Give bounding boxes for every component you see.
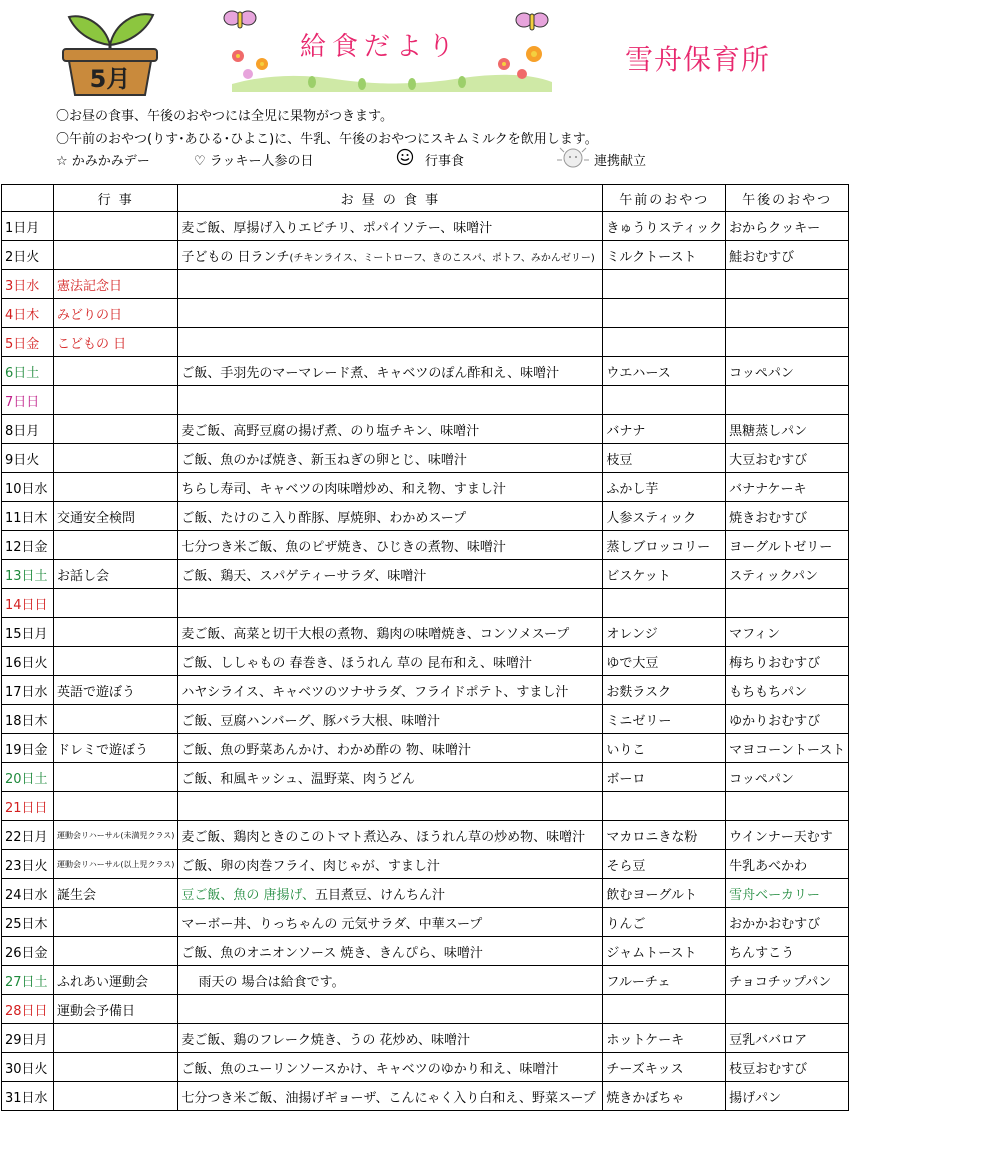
cell-date: 23日火 (2, 850, 54, 879)
cell-am-snack: ミニゼリー (603, 705, 726, 734)
cell-event (54, 531, 178, 560)
cell-pm-snack: 枝豆おむすび (726, 1053, 849, 1082)
cell-date: 9日火 (2, 444, 54, 473)
cell-event: ふれあい運動会 (54, 966, 178, 995)
cell-pm-snack: コッペパン (726, 357, 849, 386)
cell-lunch (178, 241, 603, 270)
cell-pm-snack (726, 328, 849, 357)
cell-lunch: 雨天の 場合は給食です。 (178, 966, 603, 995)
cell-pm-snack (726, 299, 849, 328)
cell-pm-snack (726, 589, 849, 618)
note-milk: 〇午前のおやつ(りす･あひる･ひよこ)に、牛乳、午後のおやつにスキムミルクを飲用します。 (56, 132, 598, 147)
table-row (2, 241, 849, 270)
butterfly-icon-right (516, 13, 548, 30)
cell-lunch (178, 995, 603, 1024)
cell-am-snack (603, 995, 726, 1024)
table-row (2, 879, 849, 908)
butterfly-icon-left (224, 11, 256, 28)
table-row (2, 299, 849, 328)
cell-am-snack: ウエハース (603, 357, 726, 386)
cell-event (54, 1024, 178, 1053)
cell-event: 運動会予備日 (54, 995, 178, 1024)
cell-am-snack: 蒸しブロッコリー (603, 531, 726, 560)
cell-lunch: 七分つき米ご飯、油揚げギョーザ、こんにゃく入り白和え、野菜スープ (178, 1082, 603, 1111)
table-row (2, 618, 849, 647)
lunch-event-text: 豆ご飯、魚の 唐揚げ、 (181, 887, 315, 903)
cell-lunch: ご飯、魚のかば焼き、新玉ねぎの卵とじ、味噌汁 (178, 444, 603, 473)
cell-date: 14日日 (2, 589, 54, 618)
table-header-row (2, 185, 849, 212)
cell-date: 8日月 (2, 415, 54, 444)
table-row (2, 676, 849, 705)
table-row (2, 328, 849, 357)
cell-pm-snack: ヨーグルトゼリー (726, 531, 849, 560)
cell-date: 3日水 (2, 270, 54, 299)
cell-event (54, 647, 178, 676)
header-lunch: お 昼 の 食 事 (178, 185, 603, 212)
cell-pm-snack: 揚げパン (726, 1082, 849, 1111)
cell-pm-snack: 鮭おむすび (726, 241, 849, 270)
cell-pm-snack: 大豆おむすび (726, 444, 849, 473)
cell-am-snack: きゅうりスティック (603, 212, 726, 241)
table-row (2, 734, 849, 763)
cell-am-snack (603, 299, 726, 328)
table-row (2, 589, 849, 618)
cell-date: 7日日 (2, 386, 54, 415)
cell-date: 30日火 (2, 1053, 54, 1082)
cell-am-snack: ホットケーキ (603, 1024, 726, 1053)
cell-event (54, 705, 178, 734)
table-row (2, 1082, 849, 1111)
cell-date: 17日水 (2, 676, 54, 705)
cell-date: 22日月 (2, 821, 54, 850)
cell-date: 18日木 (2, 705, 54, 734)
cell-am-snack: そら豆 (603, 850, 726, 879)
cell-am-snack: ビスケット (603, 560, 726, 589)
cell-am-snack (603, 589, 726, 618)
table-row (2, 850, 849, 879)
cell-date: 27日土 (2, 966, 54, 995)
cell-pm-snack: おからクッキー (726, 212, 849, 241)
cell-am-snack: りんご (603, 908, 726, 937)
cell-pm-snack: ウインナー天むす (726, 821, 849, 850)
cell-event (54, 241, 178, 270)
legend (56, 150, 756, 172)
table-row (2, 212, 849, 241)
cell-date: 13日土 (2, 560, 54, 589)
cell-pm-snack: スティックパン (726, 560, 849, 589)
cell-lunch: ちらし寿司、キャベツの肉味噌炒め、和え物、すまし汁 (178, 473, 603, 502)
month-pot-icon (55, 5, 165, 97)
cell-am-snack: フルーチェ (603, 966, 726, 995)
cell-date: 15日月 (2, 618, 54, 647)
legend-kamikami: ☆ かみかみデー (56, 154, 150, 169)
cell-lunch: マーボー丼、りっちゃんの 元気サラダ、中華スープ (178, 908, 603, 937)
header-am-snack: 午前のおやつ (603, 185, 726, 212)
lunch-sub-text: (チキンライス、ミートローフ、きのこスパ、ポトフ、みかんゼリー) (289, 252, 595, 264)
cell-am-snack (603, 328, 726, 357)
cell-lunch: 麦ご飯、鶏肉ときのこのトマト煮込み、ほうれん草の炒め物、味噌汁 (178, 821, 603, 850)
cell-date: 10日水 (2, 473, 54, 502)
cell-lunch: ご飯、手羽先のマーマレード煮、キャベツのぽん酢和え、味噌汁 (178, 357, 603, 386)
table-row (2, 560, 849, 589)
cell-lunch: ご飯、豆腐ハンバーグ、豚バラ大根、味噌汁 (178, 705, 603, 734)
cell-lunch: 麦ご飯、厚揚げ入りエビチリ、ポパイソテー、味噌汁 (178, 212, 603, 241)
cell-pm-snack: マヨコーントースト (726, 734, 849, 763)
cell-event: 交通安全検問 (54, 502, 178, 531)
legend-collab-menu: 連携献立 (594, 154, 647, 169)
cell-event (54, 763, 178, 792)
cell-lunch: ご飯、卵の肉巻フライ、肉じゃが、すまし汁 (178, 850, 603, 879)
cell-event: こどもの 日 (54, 328, 178, 357)
cell-event: ドレミで遊ぼう (54, 734, 178, 763)
cell-event (54, 1082, 178, 1111)
cell-event: 運動会リハーサル(以上児クラス) (54, 850, 178, 879)
cell-event: みどりの日 (54, 299, 178, 328)
cell-event: 英語で遊ぼう (54, 676, 178, 705)
cell-date: 31日水 (2, 1082, 54, 1111)
cell-event (54, 473, 178, 502)
table-row (2, 502, 849, 531)
cell-lunch: ご飯、鶏天、スパゲティーサラダ、味噌汁 (178, 560, 603, 589)
cell-date: 12日金 (2, 531, 54, 560)
cell-pm-snack: 豆乳ババロア (726, 1024, 849, 1053)
cell-am-snack: お麩ラスク (603, 676, 726, 705)
cell-date: 2日火 (2, 241, 54, 270)
cell-event: 誕生会 (54, 879, 178, 908)
cell-am-snack (603, 792, 726, 821)
cell-pm-snack: もちもちパン (726, 676, 849, 705)
flower-icons-left (232, 50, 268, 79)
lunch-main-text: 子どもの 日ランチ (181, 249, 290, 265)
cell-pm-snack (726, 386, 849, 415)
collab-character-icon (556, 146, 590, 172)
cell-am-snack: 人参スティック (603, 502, 726, 531)
table-row (2, 444, 849, 473)
table-row (2, 473, 849, 502)
cell-pm-snack: 雪舟ベーカリー (726, 879, 849, 908)
table-row (2, 763, 849, 792)
cell-pm-snack: おかかおむすび (726, 908, 849, 937)
cell-date: 29日月 (2, 1024, 54, 1053)
cell-pm-snack: 牛乳あべかわ (726, 850, 849, 879)
table-row (2, 1024, 849, 1053)
cell-lunch (178, 270, 603, 299)
cell-lunch: 麦ご飯、高菜と切干大根の煮物、鶏肉の味噌焼き、コンソメスープ (178, 618, 603, 647)
cell-am-snack: ミルクトースト (603, 241, 726, 270)
cell-am-snack: ボーロ (603, 763, 726, 792)
cell-date: 1日月 (2, 212, 54, 241)
cell-am-snack: バナナ (603, 415, 726, 444)
cell-event (54, 589, 178, 618)
header-event: 行 事 (54, 185, 178, 212)
legend-lucky-carrot: ♡ ラッキー人参の日 (194, 154, 314, 169)
cell-lunch (178, 299, 603, 328)
cell-date: 11日木 (2, 502, 54, 531)
cell-event (54, 212, 178, 241)
smiley-icon (396, 148, 414, 166)
cell-lunch: ハヤシライス、キャベツのツナサラダ、フライドポテト、すまし汁 (178, 676, 603, 705)
cell-am-snack: ふかし芋 (603, 473, 726, 502)
cell-lunch: 麦ご飯、鶏のフレーク焼き、うの 花炒め、味噌汁 (178, 1024, 603, 1053)
table-row (2, 386, 849, 415)
cell-lunch: 麦ご飯、高野豆腐の揚げ煮、のり塩チキン、味噌汁 (178, 415, 603, 444)
cell-pm-snack (726, 995, 849, 1024)
cell-event (54, 618, 178, 647)
cell-am-snack: 焼きかぼちゃ (603, 1082, 726, 1111)
cell-event (54, 908, 178, 937)
cell-pm-snack (726, 792, 849, 821)
table-row (2, 792, 849, 821)
cell-pm-snack: 焼きおむすび (726, 502, 849, 531)
cell-event: 憲法記念日 (54, 270, 178, 299)
cell-event (54, 937, 178, 966)
cell-pm-snack: チョコチップパン (726, 966, 849, 995)
table-row (2, 908, 849, 937)
cell-pm-snack (726, 270, 849, 299)
cell-event: お話し会 (54, 560, 178, 589)
cell-am-snack: ゆで大豆 (603, 647, 726, 676)
cell-event (54, 792, 178, 821)
table-row (2, 705, 849, 734)
cell-am-snack: チーズキッス (603, 1053, 726, 1082)
table-row (2, 1053, 849, 1082)
cell-am-snack: いりこ (603, 734, 726, 763)
cell-lunch: ご飯、魚のオニオンソース 焼き、きんぴら、味噌汁 (178, 937, 603, 966)
table-row (2, 966, 849, 995)
cell-pm-snack: バナナケーキ (726, 473, 849, 502)
cell-lunch (178, 386, 603, 415)
cell-date: 4日木 (2, 299, 54, 328)
cell-event (54, 444, 178, 473)
cell-event (54, 1053, 178, 1082)
table-row (2, 357, 849, 386)
cell-pm-snack: ちんすこう (726, 937, 849, 966)
cell-am-snack: 枝豆 (603, 444, 726, 473)
cell-pm-snack: マフィン (726, 618, 849, 647)
cell-am-snack (603, 270, 726, 299)
table-row (2, 937, 849, 966)
table-row (2, 270, 849, 299)
cell-am-snack: マカロニきな粉 (603, 821, 726, 850)
cell-date: 20日土 (2, 763, 54, 792)
cell-pm-snack: 黒糖蒸しパン (726, 415, 849, 444)
cell-date: 21日日 (2, 792, 54, 821)
header-pm-snack: 午後のおやつ (726, 185, 849, 212)
header-date (2, 185, 54, 212)
table-row (2, 415, 849, 444)
cell-lunch (178, 879, 603, 908)
cell-am-snack: ジャムトースト (603, 937, 726, 966)
flower-icons-right (498, 46, 542, 79)
cell-event (54, 357, 178, 386)
cell-date: 26日金 (2, 937, 54, 966)
cell-date: 25日木 (2, 908, 54, 937)
cell-lunch (178, 589, 603, 618)
cell-date: 28日日 (2, 995, 54, 1024)
cell-event (54, 386, 178, 415)
page-title: 給食だより (300, 32, 461, 62)
note-fruit: 〇お昼の食事、午後のおやつには全児に果物がつきます。 (56, 109, 393, 124)
cell-pm-snack: 梅ちりおむすび (726, 647, 849, 676)
table-row (2, 647, 849, 676)
cell-pm-snack: ゆかりおむすび (726, 705, 849, 734)
cell-lunch: 七分つき米ご飯、魚のピザ焼き、ひじきの煮物、味噌汁 (178, 531, 603, 560)
lunch-rest-text: 五目煮豆、けんちん汁 (315, 887, 446, 903)
cell-lunch: ご飯、ししゃもの 春巻き、ほうれん 草の 昆布和え、味噌汁 (178, 647, 603, 676)
cell-event: 運動会リハーサル(未満児クラス) (54, 821, 178, 850)
school-name: 雪舟保育所 (625, 43, 771, 76)
cell-am-snack: 飲むヨーグルト (603, 879, 726, 908)
table-row (2, 821, 849, 850)
cell-lunch: ご飯、たけのこ入り酢豚、厚焼卵、わかめスープ (178, 502, 603, 531)
legend-event-meal: 行事食 (425, 154, 465, 169)
menu-table (1, 184, 849, 1111)
cell-date: 19日金 (2, 734, 54, 763)
cell-lunch: ご飯、魚のユーリンソースかけ、キャベツのゆかり和え、味噌汁 (178, 1053, 603, 1082)
cell-date: 5日金 (2, 328, 54, 357)
cell-am-snack: オレンジ (603, 618, 726, 647)
cell-lunch: ご飯、魚の野菜あんかけ、わかめ酢の 物、味噌汁 (178, 734, 603, 763)
cell-lunch (178, 792, 603, 821)
cell-pm-snack: コッペパン (726, 763, 849, 792)
table-row (2, 531, 849, 560)
table-row (2, 995, 849, 1024)
cell-date: 6日土 (2, 357, 54, 386)
month-label: 5月 (89, 65, 131, 93)
cell-event (54, 415, 178, 444)
cell-lunch: ご飯、和風キッシュ、温野菜、肉うどん (178, 763, 603, 792)
cell-lunch (178, 328, 603, 357)
cell-date: 24日水 (2, 879, 54, 908)
cell-am-snack (603, 386, 726, 415)
cell-date: 16日火 (2, 647, 54, 676)
